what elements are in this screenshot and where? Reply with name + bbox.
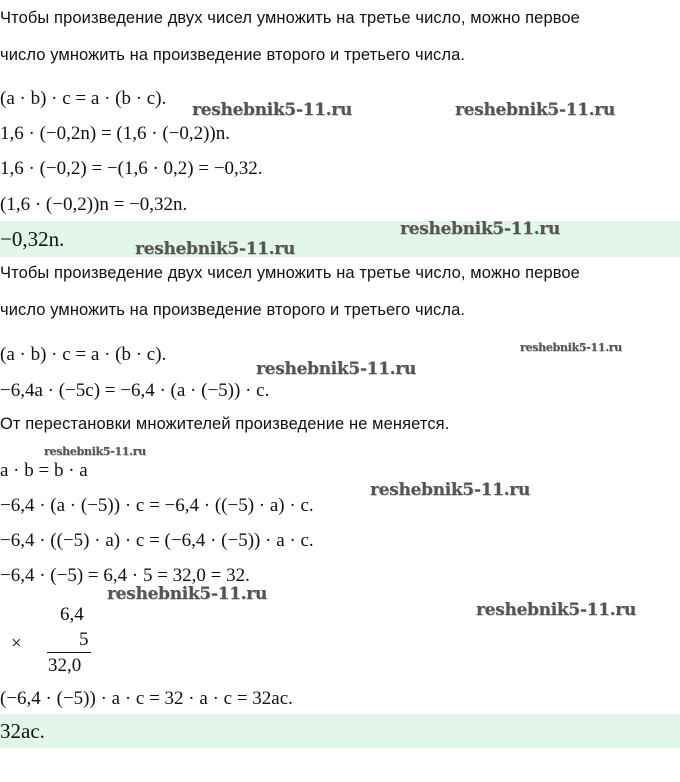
answer-2: 32ac. (0, 719, 45, 743)
multiplication-result: 32,0 (48, 655, 82, 676)
multiplication-sign: × (11, 633, 22, 654)
equation-step-3: (1,6 · (−0,2))n = −0,32n. (0, 194, 188, 215)
watermark: reshebnik5-11.ru (192, 100, 352, 120)
equation-step-2: −6,4 · (a · (−5)) · c = −6,4 · ((−5) · a) · c. (0, 495, 314, 516)
watermark: reshebnik5-11.ru (520, 341, 622, 354)
equation-step-1: 1,6 · (−0,2n) = (1,6 · (−0,2))n. (0, 123, 231, 144)
equation-step-1: −6,4a · (−5c) = −6,4 · (a · (−5)) · c. (0, 380, 270, 401)
equation-step-2: 1,6 · (−0,2) = −(1,6 · 0,2) = −0,32. (0, 158, 263, 179)
associative-law-formula: (a · b) · c = a · (b · c). (0, 344, 167, 365)
watermark: reshebnik5-11.ru (44, 445, 146, 458)
equation-step-4: −6,4 · (−5) = 6,4 · 5 = 32,0 = 32. (0, 565, 250, 586)
watermark: reshebnik5-11.ru (135, 239, 295, 259)
commutative-law-text: От перестановки множителей произведение не меняется. (0, 415, 450, 433)
equation-step-5: (−6,4 · (−5)) · a · c = 32 · a · c = 32ac. (0, 688, 293, 709)
equation-step-3: −6,4 · ((−5) · a) · c = (−6,4 · (−5)) · a · c. (0, 530, 314, 551)
commutative-law-formula: a · b = b · a (0, 460, 88, 481)
multiplication-line (47, 652, 91, 653)
watermark: reshebnik5-11.ru (455, 100, 615, 120)
answer-highlight (0, 221, 680, 257)
answer-highlight (0, 714, 680, 748)
answer-1: −0,32n. (0, 227, 65, 251)
watermark: reshebnik5-11.ru (107, 584, 267, 604)
rule-text-line1: Чтобы произведение двух чисел умножить на третье число, можно первое (0, 264, 580, 282)
rule-text-line1: Чтобы произведение двух чисел умножить на третье число, можно первое (0, 9, 580, 27)
rule-text-line2: число умножить на произведение второго и третьего числа. (0, 301, 466, 319)
watermark: reshebnik5-11.ru (256, 359, 416, 379)
watermark: reshebnik5-11.ru (400, 219, 560, 239)
watermark: reshebnik5-11.ru (476, 600, 636, 620)
multiplication-top-operand: 6,4 (60, 604, 84, 625)
watermark: reshebnik5-11.ru (370, 480, 530, 500)
multiplication-bottom-operand: 5 (79, 629, 89, 650)
rule-text-line2: число умножить на произведение второго и третьего числа. (0, 46, 466, 64)
associative-law-formula: (a · b) · c = a · (b · c). (0, 88, 167, 109)
